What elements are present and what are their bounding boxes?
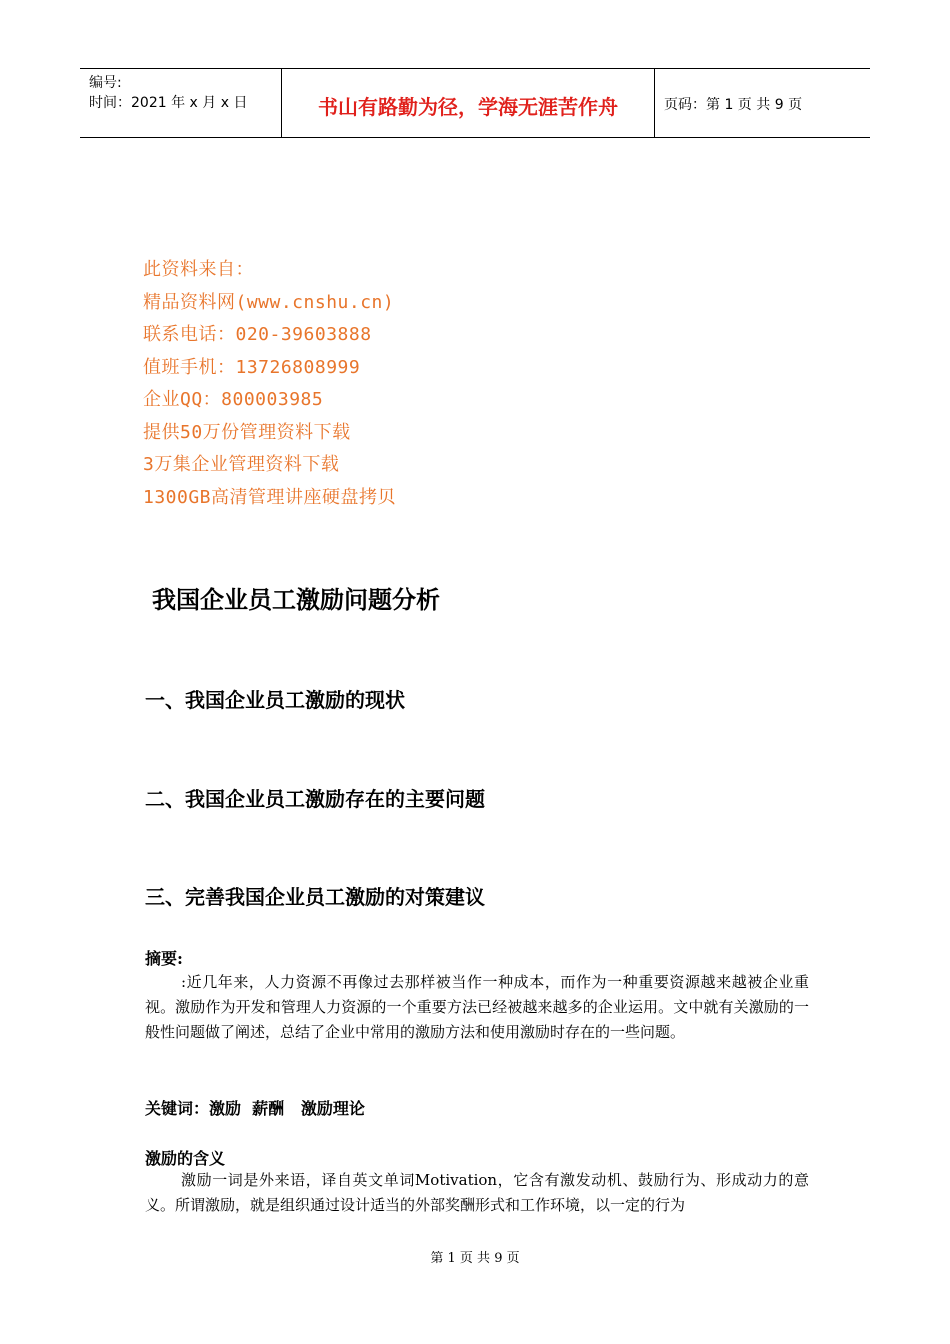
number-label: 编号: [89,75,122,91]
page-code: 页码：第 1 页 共 9 页 [664,97,803,113]
motto: 书山有路勤为径，学海无涯苦作舟 [318,95,618,119]
header-page-cell [655,69,870,137]
promo-block [143,254,396,514]
header-table [80,68,870,138]
abstract-text: :近几年来，人力资源不再像过去那样被当作一种成本，而作为一种重要资源越来越被企业重视。激励作为开发和管理人力资源的一个重要方法已经被越来越多的企业运用。文中就有关激励的一般性问题做了阐述，总结了企业中常用的激励方法和使用激励时存在的一些问题。 [145,973,809,1041]
promo-offer-2: 3万集企业管理资料下载 [143,454,340,475]
section-heading-2: 二、我国企业员工激励存在的主要问题 [145,787,485,811]
meaning-label: 激励的含义 [145,1149,226,1168]
document-title: 我国企业员工激励问题分析 [152,585,440,614]
keywords: 关键词：激励 薪酬 激励理论 [145,1099,365,1118]
promo-phone: 联系电话：020-39603888 [143,324,372,345]
page-footer: 第 1 页 共 9 页 [430,1251,520,1266]
promo-offer-1: 提供50万份管理资料下载 [143,421,351,443]
header-info-cell [80,69,282,137]
time-label: 时间：2021 年 x 月 x 日 [89,95,248,111]
promo-offer-3: 1300GB高清管理讲座硬盘拷贝 [143,486,397,508]
promo-website: 精品资料网(www.cnshu.cn) [143,291,395,313]
header-motto-cell [282,69,655,137]
promo-qq: 企业QQ：800003985 [143,389,324,410]
promo-source: 此资料来自： [143,259,254,280]
section-heading-3: 三、完善我国企业员工激励的对策建议 [145,885,485,909]
abstract-label: 摘要: [145,949,183,968]
section-heading-1: 一、我国企业员工激励的现状 [145,688,405,712]
meaning-text: 激励一词是外来语，译自英文单词Motivation，它含有激发动机、鼓励行为、形成动力的意义。所谓激励，就是组织通过设计适当的外部奖酬形式和工作环境，以一定的行为 [145,1171,809,1214]
promo-mobile: 值班手机：13726808999 [143,356,361,378]
